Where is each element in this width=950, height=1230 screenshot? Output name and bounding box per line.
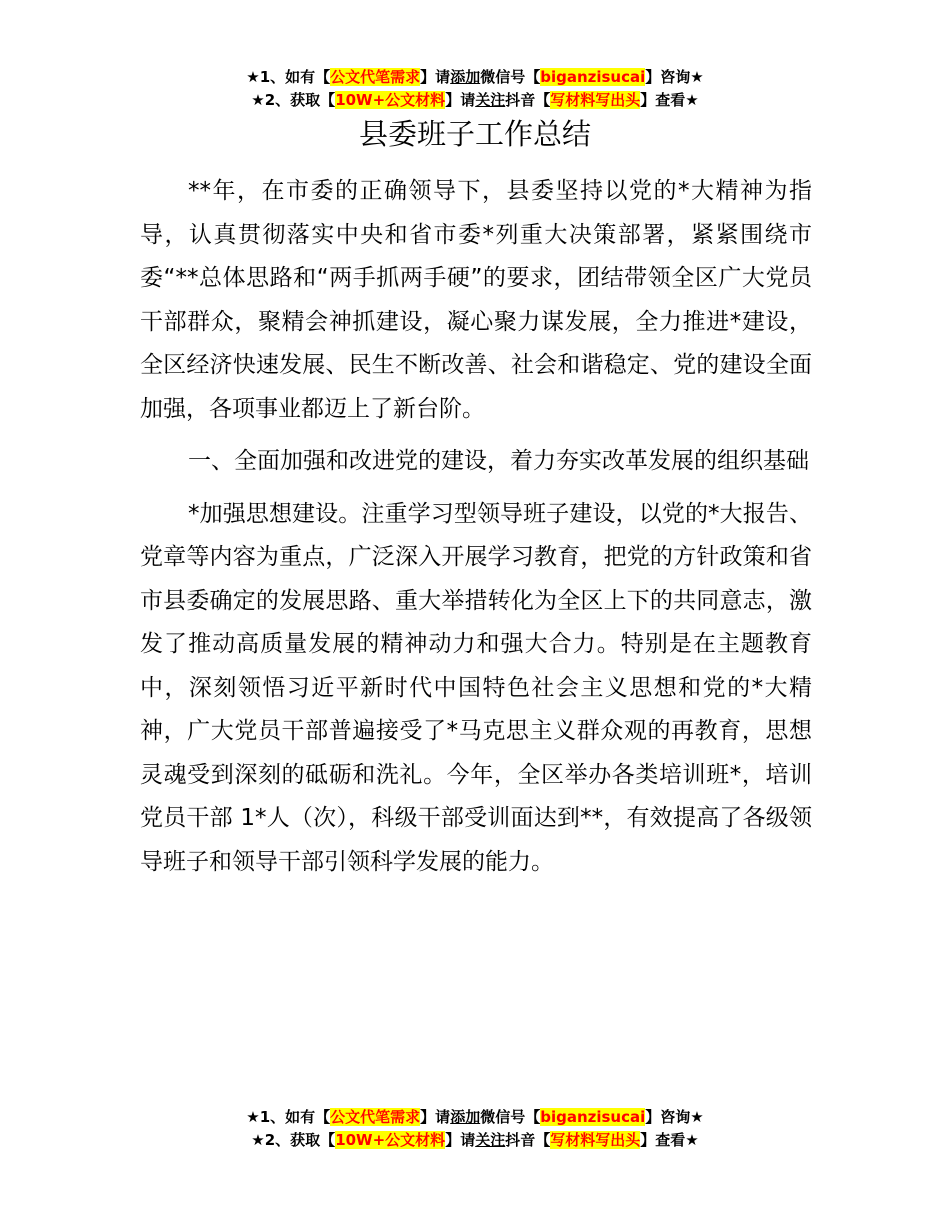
promo-highlight: 10W+公文材料 xyxy=(335,91,446,109)
douyin-account: 写材料写出头 xyxy=(550,91,641,109)
star-icon: ★ xyxy=(251,91,265,109)
promo-line-1 xyxy=(0,66,950,89)
promo-text: 】咨询★ xyxy=(645,1108,704,1126)
promo-underlined: 添加 xyxy=(450,1108,481,1126)
promo-underlined: 添加 xyxy=(450,68,481,86)
wechat-id: biganzisucai xyxy=(540,68,646,86)
promo-line-2 xyxy=(0,1129,950,1152)
promo-text: 】请 xyxy=(445,1131,476,1149)
promo-text: 抖音【 xyxy=(505,91,551,109)
document-body xyxy=(140,170,812,893)
promo-text: 】请 xyxy=(420,1108,451,1126)
promo-line-2 xyxy=(0,89,950,112)
promo-text: 微信号【 xyxy=(480,1108,541,1126)
promo-text: 抖音【 xyxy=(505,1131,551,1149)
promo-text: 】查看★ xyxy=(640,91,699,109)
paragraph-ideology: *加强思想建设。注重学习型领导班子建设，以党的*大报告、党章等内容为重点，广泛深入开展学习教育，把党的方针政策和省市县委确定的发展思路、重大举措转化为全区上下的共同意志，激发了推动高质量发展的精神动力和强大合力。特别是在主题教育中，深刻领悟习近平新时代中国特色社会主义思想和党的*大精神，广大党员干部普遍接受了*马克思主义群众观的再教育，思想灵魂受到深刻的砥砺和洗礼。今年，全区举办各类培训班*，培训党员干部 1*人（次），科级干部受训面达到**，有效提高了各级领导班子和领导干部引领科学发展的能力。 xyxy=(140,500,812,875)
promo-text: 】查看★ xyxy=(640,1131,699,1149)
star-icon: ★ xyxy=(251,1131,265,1149)
section-heading: 一、全面加强和改进党的建设，着力夯实改革发展的组织基础 xyxy=(188,448,809,474)
promo-text: 1、如有【 xyxy=(259,1108,331,1126)
promo-text: 2、获取【 xyxy=(264,91,336,109)
promo-text: 】咨询★ xyxy=(645,68,704,86)
douyin-account: 写材料写出头 xyxy=(550,1131,641,1149)
document-title: 县委班子工作总结 xyxy=(358,117,591,151)
footer-promo-banner xyxy=(0,1106,950,1152)
promo-text: 】请 xyxy=(445,91,476,109)
promo-line-1 xyxy=(0,1106,950,1129)
paragraph-intro: **年，在市委的正确领导下，县委坚持以党的*大精神为指导，认真贯彻落实中央和省市委*列重大决策部署，紧紧围绕市委“**总体思路和“两手抓两手硬”的要求，团结带领全区广大党员干部群众，聚精会神抓建设，凝心聚力谋发展，全力推进*建设，全区经济快速发展、民生不断改善、社会和谐稳定、党的建设全面加强，各项事业都迈上了新台阶。 xyxy=(140,178,812,422)
promo-highlight: 10W+公文材料 xyxy=(335,1131,446,1149)
wechat-id: biganzisucai xyxy=(540,1108,646,1126)
promo-text: 】请 xyxy=(420,68,451,86)
promo-highlight: 公文代笔需求 xyxy=(330,68,421,86)
promo-highlight: 公文代笔需求 xyxy=(330,1108,421,1126)
promo-text: 微信号【 xyxy=(480,68,541,86)
promo-underlined: 关注 xyxy=(475,1131,506,1149)
header-promo-banner xyxy=(0,66,950,112)
promo-text: 2、获取【 xyxy=(264,1131,336,1149)
star-icon: ★ xyxy=(246,68,260,86)
promo-underlined: 关注 xyxy=(475,91,506,109)
promo-text: 1、如有【 xyxy=(259,68,331,86)
star-icon: ★ xyxy=(246,1108,260,1126)
